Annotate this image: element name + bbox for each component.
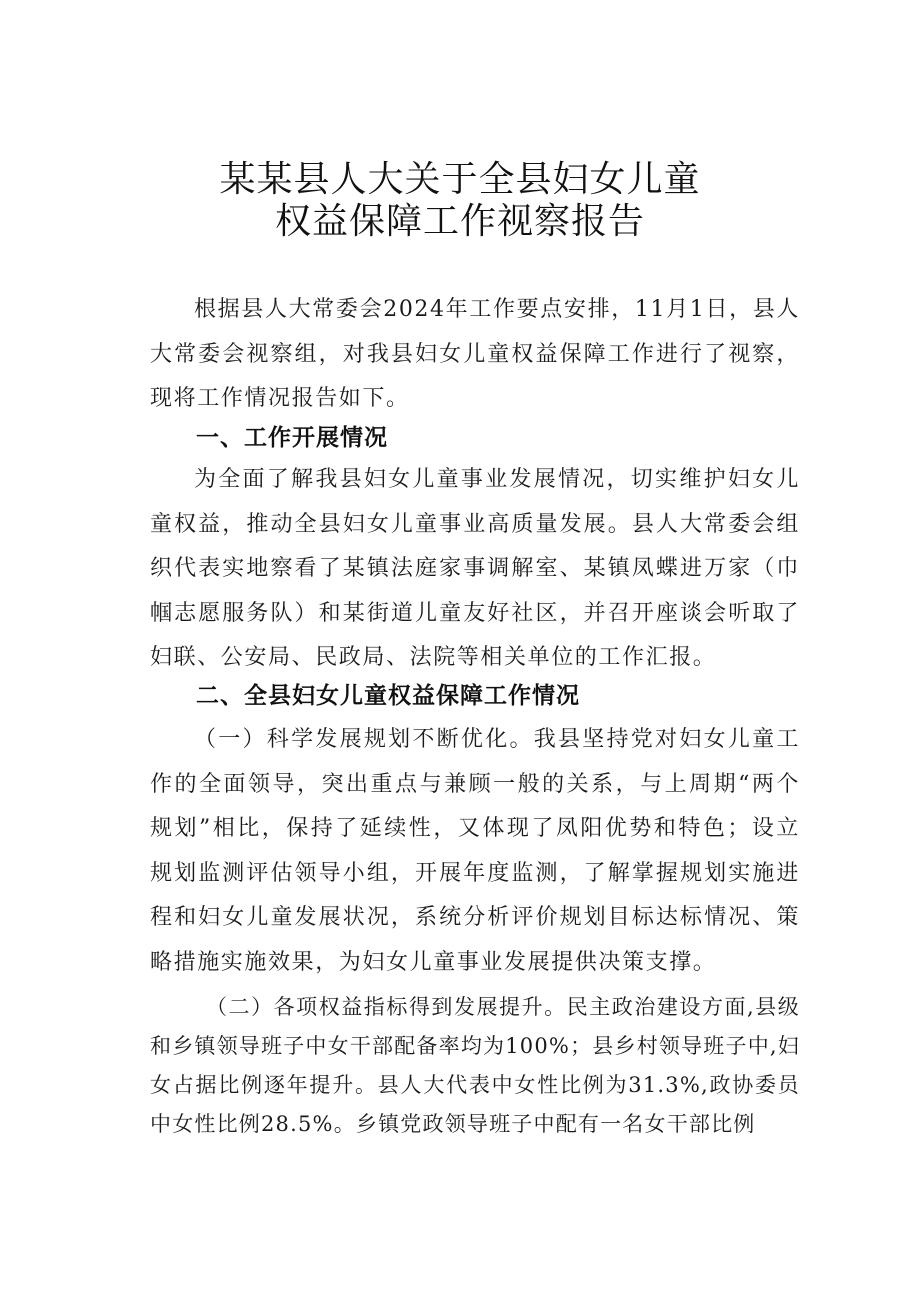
section-1-heading: 一、工作开展情况	[196, 425, 388, 451]
section-2-item-1-paragraph: （一）科学发展规划不断优化。我县坚持党对妇女儿童工作的全面领导，突出重点与兼顾一般的关系，与上周期“两个规划”相比，保持了延续性，又体现了凤阳优势和特色；设立规划监测评估领导小组，开展年度监测，了解掌握规划实施进程和妇女儿童发展状况，系统分析评价规划目标达标情况、策略措施实施效果，为妇女儿童事业发展提供决策支撑。	[150, 727, 800, 975]
document-title-line-2: 权益保障工作视察报告	[274, 201, 645, 242]
document-title-line-1: 某某县人大关于全县妇女儿童	[219, 159, 701, 200]
section-2-item-2-paragraph: （二）各项权益指标得到发展提升。民主政治建设方面,县级和乡镇领导班子中女干部配备率均为100%；县乡村领导班子中,妇女占据比例逐年提升。县人大代表中女性比例为31.3%,政协委员中女性比例28.5%。乡镇党政领导班子中配有一名女干部比例	[150, 995, 800, 1136]
section-2-heading: 二、全县妇女儿童权益保障工作情况	[196, 683, 580, 709]
intro-paragraph: 根据县人大常委会2024年工作要点安排，11月1日，县人大常委会视察组，对我县妇女儿童权益保障工作进行了视察，现将工作情况报告如下。	[150, 297, 800, 411]
section-1-paragraph: 为全面了解我县妇女儿童事业发展情况，切实维护妇女儿童权益，推动全县妇女儿童事业高质量发展。县人大常委会组织代表实地察看了某镇法庭家事调解室、某镇凤蝶进万家（巾帼志愿服务队）和某街道儿童友好社区，并召开座谈会听取了妇联、公安局、民政局、法院等相关单位的工作汇报。	[150, 467, 800, 670]
